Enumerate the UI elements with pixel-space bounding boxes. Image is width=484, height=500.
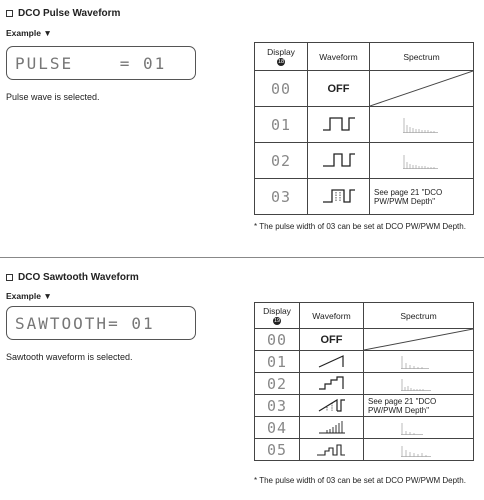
sawtooth-wave-icon <box>300 373 364 395</box>
pulse-lcd-display <box>6 46 196 80</box>
spectrum-reference-text: See page 21 "DCO PW/PWM Depth" <box>364 395 474 417</box>
pulse-wave-icon <box>308 143 370 179</box>
spectrum-bars-icon <box>370 143 474 179</box>
sawtooth-wave-icon <box>300 417 364 439</box>
sawtooth-lcd-display <box>6 306 196 340</box>
table-row <box>255 107 474 143</box>
display-header: Display 18 <box>255 43 308 71</box>
waveform-header: Waveform <box>300 303 364 329</box>
spectrum-none <box>370 71 474 107</box>
display-code: 03 <box>255 395 300 417</box>
display-code: 00 <box>255 329 300 351</box>
display-number-badge: 18 <box>277 59 285 66</box>
spectrum-bars-icon <box>364 351 474 373</box>
sawtooth-wave-icon <box>300 395 364 417</box>
table-row <box>255 143 474 179</box>
sawtooth-title: DCO Sawtooth Waveform <box>6 272 139 283</box>
spectrum-header: Spectrum <box>370 43 474 71</box>
display-code: 02 <box>255 373 300 395</box>
sawtooth-waveform-table <box>254 302 474 461</box>
waveform-off-label: OFF <box>308 71 370 107</box>
waveform-off-label: OFF <box>300 329 364 351</box>
display-code: 00 <box>255 71 308 107</box>
table-row <box>255 71 474 107</box>
waveform-header: Waveform <box>308 43 370 71</box>
pulse-waveform-table <box>254 42 474 215</box>
table-row <box>255 351 474 373</box>
sawtooth-footnote: * The pulse width of 03 can be set at DCO PW/PWM Depth. <box>254 476 466 485</box>
pulse-wave-icon <box>308 107 370 143</box>
display-code: 01 <box>255 107 308 143</box>
pulse-example-label: Example ▼ <box>6 28 52 38</box>
spectrum-none <box>364 329 474 351</box>
display-number-badge: 19 <box>273 318 281 325</box>
spectrum-reference-text: See page 21 "DCO PW/PWM Depth" <box>370 179 474 215</box>
spectrum-bars-icon <box>370 107 474 143</box>
table-row <box>255 329 474 351</box>
display-code: 02 <box>255 143 308 179</box>
spectrum-header: Spectrum <box>364 303 474 329</box>
display-code: 05 <box>255 439 300 461</box>
table-row <box>255 395 474 417</box>
spectrum-bars-icon <box>364 373 474 395</box>
table-row <box>255 417 474 439</box>
display-code: 04 <box>255 417 300 439</box>
table-row <box>255 373 474 395</box>
spectrum-bars-icon <box>364 439 474 461</box>
diagonal-line-icon <box>370 71 473 106</box>
checkbox-square-icon <box>6 10 13 17</box>
sawtooth-example-label: Example ▼ <box>6 291 52 301</box>
pulse-footnote: * The pulse width of 03 can be set at DCO PW/PWM Depth. <box>254 222 466 231</box>
checkbox-square-icon <box>6 274 13 281</box>
sawtooth-description: Sawtooth waveform is selected. <box>6 352 133 362</box>
sawtooth-wave-icon <box>300 439 364 461</box>
display-code: 01 <box>255 351 300 373</box>
table-row <box>255 179 474 215</box>
sawtooth-section <box>0 262 484 500</box>
pulse-lcd-text: PULSE = 01 <box>15 54 167 73</box>
pulse-description: Pulse wave is selected. <box>6 92 100 102</box>
pulse-wave-icon <box>308 179 370 215</box>
sawtooth-wave-icon <box>300 351 364 373</box>
display-header: Display 19 <box>255 303 300 329</box>
display-code: 03 <box>255 179 308 215</box>
diagonal-line-icon <box>364 329 473 350</box>
table-row <box>255 439 474 461</box>
spectrum-bars-icon <box>364 417 474 439</box>
pulse-title: DCO Pulse Waveform <box>6 8 120 19</box>
sawtooth-lcd-text: SAWTOOTH= 01 <box>15 314 155 333</box>
section-divider <box>0 257 484 258</box>
